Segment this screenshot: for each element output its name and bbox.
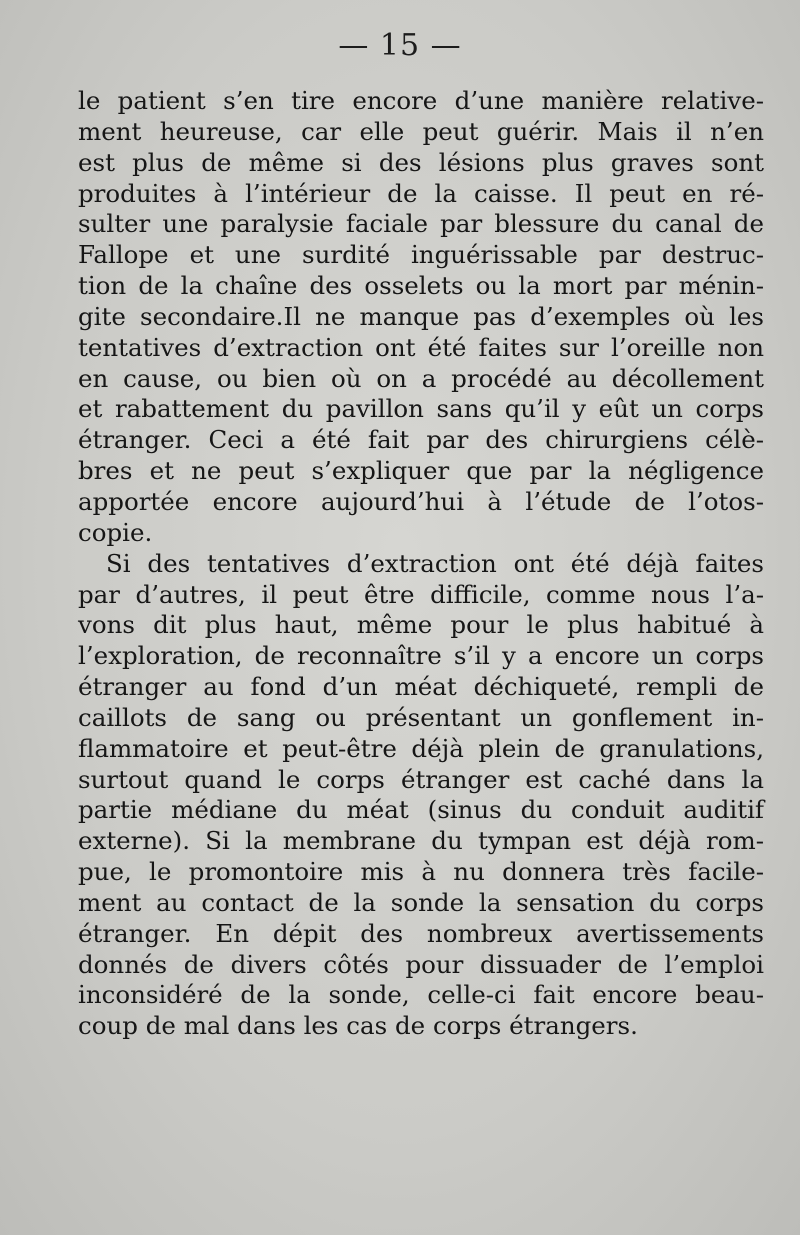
text-line: étranger au fond d’un méat déchiqueté, rempli de <box>78 672 764 702</box>
text-line: en cause, ou bien où on a procédé au décollement <box>78 363 764 393</box>
page-number: — 15 — <box>338 28 462 63</box>
paragraph-1 <box>78 86 764 549</box>
body-text <box>78 86 764 1042</box>
text-line: tion de la chaîne des osselets ou la mort par ménin- <box>78 271 764 301</box>
text-line: produites à l’intérieur de la caisse. Il peut en ré- <box>78 178 764 208</box>
text-line: copie. <box>78 517 153 547</box>
text-line: caillots de sang ou présentant un gonflement in- <box>78 702 764 732</box>
text-line: étranger. Ceci a été fait par des chirurgiens célè- <box>78 425 764 455</box>
paragraph-2 <box>78 549 764 1043</box>
text-line: coup de mal dans les cas de corps étrangers. <box>78 1011 638 1041</box>
text-line: ment heureuse, car elle peut guérir. Mais il n’en <box>78 116 764 146</box>
text-line: est plus de même si des lésions plus graves sont <box>78 147 764 177</box>
text-line: par d’autres, il peut être difficile, comme nous l’a- <box>78 579 764 609</box>
text-line: vons dit plus haut, même pour le plus habitué à <box>78 610 764 640</box>
text-line: l’exploration, de reconnaître s’il y a encore un corps <box>78 641 764 671</box>
text-line: gite secondaire.Il ne manque pas d’exemples où les <box>78 301 764 331</box>
text-line: apportée encore aujourd’hui à l’étude de l’otos- <box>78 486 764 516</box>
text-line: partie médiane du méat (sinus du conduit auditif <box>78 795 764 825</box>
text-line: donnés de divers côtés pour dissuader de l’emploi <box>78 949 764 979</box>
text-line: ment au contact de la sonde la sensation du corps <box>78 887 764 917</box>
text-line: surtout quand le corps étranger est caché dans la <box>78 764 764 794</box>
text-line: étranger. En dépit des nombreux avertissements <box>78 918 764 948</box>
text-line: le patient s’en tire encore d’une manière relative- <box>78 86 764 115</box>
text-line: Si des tentatives d’extraction ont été déjà faites <box>106 548 764 578</box>
text-line: et rabattement du pavillon sans qu’il y eût un corps <box>78 394 764 424</box>
text-line: bres et ne peut s’expliquer que par la négligence <box>78 456 764 486</box>
text-line: inconsidéré de la sonde, celle-ci fait encore beau- <box>78 980 764 1010</box>
text-line: pue, le promontoire mis à nu donnera très facile- <box>78 857 764 887</box>
text-line: tentatives d’extraction ont été faites sur l’oreille non <box>78 332 764 362</box>
text-line: sulter une paralysie faciale par blessure du canal de <box>78 209 764 239</box>
text-line: externe). Si la membrane du tympan est déjà rom- <box>78 826 764 856</box>
text-line: Fallope et une surdité inguérissable par destruc- <box>78 240 764 270</box>
text-line: flammatoire et peut-être déjà plein de granulations, <box>78 733 764 763</box>
